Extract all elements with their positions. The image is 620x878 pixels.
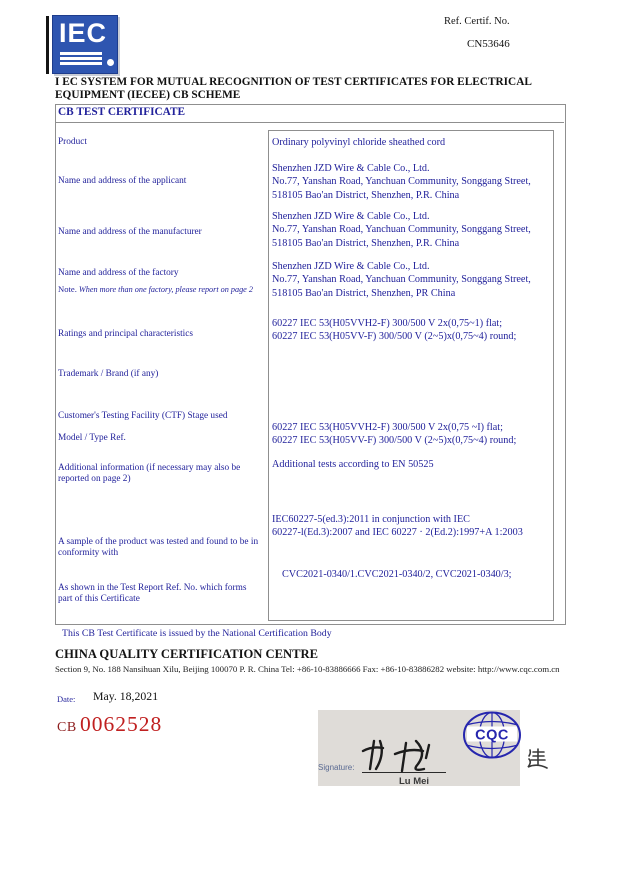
value-manufacturer: Shenzhen JZD Wire & Cable Co., Ltd. No.77, Yanshan Road, Yanchuan Community, Songgang Street, 518105 Bao'an District, Shenzhen, P.R. China — [272, 211, 531, 249]
value-column-box — [268, 130, 554, 621]
label-conformity: A sample of the product was tested and found to be in conformity with — [58, 537, 259, 558]
label-additional-info: Additional information (if necessary may also be reported on page 2) — [58, 463, 241, 484]
issued-by-note: This CB Test Certificate is issued by the National Certification Body — [62, 628, 332, 639]
label-manufacturer: Name and address of the manufacturer — [58, 227, 202, 237]
cqc-stamp-icon — [462, 710, 522, 760]
label-trademark: Trademark / Brand (if any) — [58, 369, 159, 379]
ref-certif-number: CN53646 — [467, 38, 510, 50]
value-additional-info: Additional tests according to EN 50525 — [272, 459, 434, 470]
value-product: Ordinary polyvinyl chloride sheathed cord — [272, 137, 446, 148]
signature-label: Signature: — [318, 763, 355, 772]
label-applicant: Name and address of the applicant — [58, 176, 187, 186]
certificate-title: CB TEST CERTIFICATE — [58, 106, 186, 118]
svg-text:CQC: CQC — [475, 727, 509, 744]
value-applicant: Shenzhen JZD Wire & Cable Co., Ltd. No.77, Yanshan Road, Yanchuan Community, Songgang Street, 518105 Bao'an District, Shenzhen, P.R. China — [272, 163, 531, 201]
iec-logo-spine — [46, 16, 49, 74]
label-test-report: As shown in the Test Report Ref. No. which forms part of this Certificate — [58, 583, 247, 604]
signature-line — [362, 772, 446, 773]
value-test-report: CVC2021-0340/1.CVC2021-0340/2, CVC2021-0340/3; — [282, 569, 512, 580]
value-ratings: 60227 IEC 53(H05VVH2-F) 300/500 V 2x(0,75~1) flat; 60227 IEC 53(H05VV-F) 300/500 V (2~5)x(0,75~4) round; — [272, 318, 517, 343]
value-model-type: 60227 IEC 53(H05VVH2-F) 300/500 V 2x(0,75 ~I) flat; 60227 IEC 53(H05VV-F) 300/500 V (2~5)x(0,75~4) round; — [272, 422, 517, 447]
label-model-type: Model / Type Ref. — [58, 433, 126, 443]
factory-note: Note. When more than one factory, please report on page 2 — [58, 284, 253, 294]
value-conformity: IEC60227-5(ed.3):2011 in conjunction with IEC 60227-l(Ed.3):2007 and IEC 60227 · 2(Ed.2):1997+A 1:2003 — [272, 514, 523, 539]
title-divider — [56, 122, 564, 123]
iec-logo-icon — [52, 15, 118, 74]
label-ctf-stage: Customer's Testing Facility (CTF) Stage used — [58, 411, 228, 421]
label-ratings: Ratings and principal characteristics — [58, 329, 194, 339]
issuer-address: Section 9, No. 188 Nansihuan Xilu, Beijing 100070 P. R. China Tel: +86-10-83886666 Fax: +86-10-83886282 website: http://www.cqc.com.cn — [55, 664, 560, 674]
signatory-name: Lu Mei — [398, 776, 430, 787]
date-label: Date: — [57, 694, 76, 704]
label-product: Product — [58, 137, 87, 147]
issuer-name: CHINA QUALITY CERTIFICATION CENTRE — [55, 647, 319, 661]
iec-logo-text: IEC — [59, 18, 108, 48]
jian-character-glyph — [525, 747, 549, 771]
value-factory: Shenzhen JZD Wire & Cable Co., Ltd. No.77, Yanshan Road, Yanchuan Community, Songgang Street, 518105 Bao'an District, Shenzhen, PR China — [272, 261, 531, 299]
iec-logo-lines — [60, 52, 102, 67]
date-value: May. 18,2021 — [93, 689, 159, 703]
cb-certificate-number: 0062528 — [80, 712, 163, 736]
ref-certif-label: Ref. Certif. No. — [444, 16, 510, 27]
label-factory: Name and address of the factory — [58, 268, 179, 278]
scheme-title: I EC SYSTEM FOR MUTUAL RECOGNITION OF TEST CERTIFICATES FOR ELECTRICAL EQUIPMENT (IECEE) CB SCHEME — [55, 76, 532, 101]
iec-logo-dot — [107, 59, 114, 66]
cb-prefix: CB — [57, 720, 77, 735]
